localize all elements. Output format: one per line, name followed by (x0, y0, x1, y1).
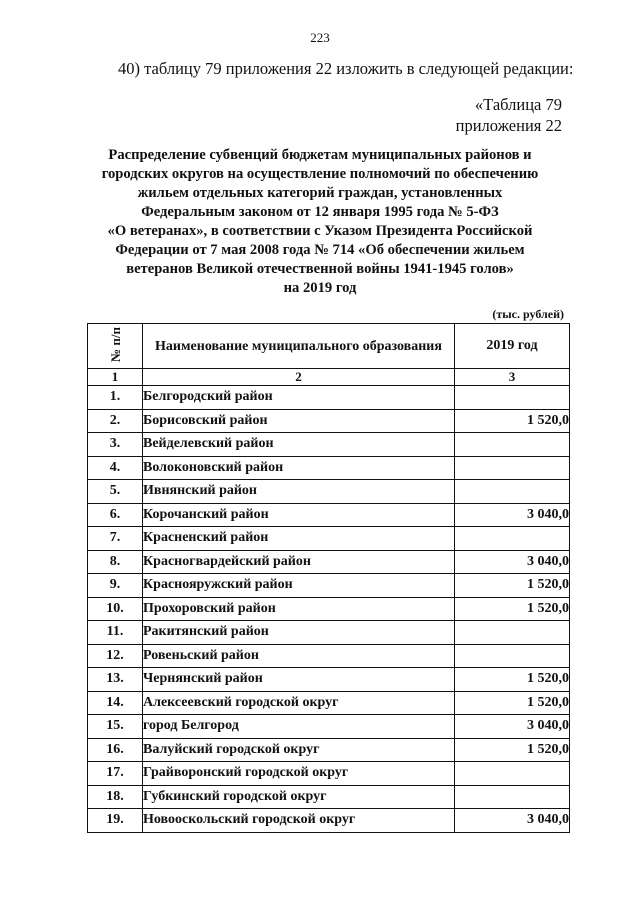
title-line: Распределение субвенций бюджетам муниципальных районов и (108, 147, 532, 163)
row-number: 10. (88, 597, 143, 621)
table-row (88, 715, 570, 739)
row-number: 14. (88, 691, 143, 715)
subsidy-amount: 3 040,0 (455, 503, 570, 527)
table-reference-line: «Таблица 79 (474, 95, 562, 114)
row-number: 3. (88, 433, 143, 457)
column-number: 2 (143, 369, 455, 386)
subsidy-amount: 1 520,0 (455, 691, 570, 715)
row-number: 16. (88, 738, 143, 762)
table-row (88, 456, 570, 480)
subsidy-amount: 3 040,0 (455, 809, 570, 833)
subsidy-amount: 3 040,0 (455, 715, 570, 739)
row-number: 8. (88, 550, 143, 574)
municipality-name: Грайворонский городской округ (143, 762, 455, 786)
municipality-name: Борисовский район (143, 409, 455, 433)
municipality-name: Чернянский район (143, 668, 455, 692)
row-number: 6. (88, 503, 143, 527)
municipality-name: Валуйский городской округ (143, 738, 455, 762)
subsidy-amount: 1 520,0 (455, 738, 570, 762)
subsidy-amount: 1 520,0 (455, 574, 570, 598)
row-number: 1. (88, 386, 143, 410)
title-line: ветеранов Великой отечественной войны 1941-1945 голов» (126, 261, 514, 277)
column-number: 3 (455, 369, 570, 386)
table-row (88, 644, 570, 668)
row-number: 4. (88, 456, 143, 480)
row-number: 12. (88, 644, 143, 668)
table-row (88, 480, 570, 504)
subsidy-amount: 1 520,0 (455, 668, 570, 692)
column-number: 1 (88, 369, 143, 386)
municipality-name: Алексеевский городской округ (143, 691, 455, 715)
header-name: Наименование муниципального образования (143, 324, 455, 369)
subsidy-amount (455, 762, 570, 786)
municipality-name: Корочанский район (143, 503, 455, 527)
page-number: 223 (310, 30, 330, 45)
row-number: 19. (88, 809, 143, 833)
table-row (88, 597, 570, 621)
intro-text: 40) таблицу 79 приложения 22 изложить в следующей редакции: (118, 59, 574, 78)
title-line: «О ветеранах», в соответствии с Указом Президента Российской (107, 223, 533, 239)
units-label: (тыс. рублей) (492, 307, 564, 321)
subsidy-amount: 1 520,0 (455, 597, 570, 621)
subsidy-amount (455, 456, 570, 480)
municipality-name: Красненский район (143, 527, 455, 551)
municipality-name: Ровеньский район (143, 644, 455, 668)
table-row (88, 503, 570, 527)
title-line: городских округов на осуществление полномочий по обеспечению (101, 166, 539, 182)
table-row (88, 550, 570, 574)
row-number: 5. (88, 480, 143, 504)
title-line: на 2019 год (283, 280, 357, 296)
table-row (88, 668, 570, 692)
header-year: 2019 год (455, 324, 570, 369)
municipality-name: город Белгород (143, 715, 455, 739)
row-number: 13. (88, 668, 143, 692)
subsidy-amount: 3 040,0 (455, 550, 570, 574)
table-reference-line: приложения 22 (455, 116, 562, 135)
subsidies-table (87, 323, 570, 833)
table-row (88, 621, 570, 645)
table-row (88, 409, 570, 433)
table-row (88, 691, 570, 715)
subsidy-amount (455, 644, 570, 668)
table-row (88, 738, 570, 762)
row-number: 18. (88, 785, 143, 809)
table-header-row (88, 324, 570, 369)
table-row (88, 785, 570, 809)
table-row (88, 809, 570, 833)
municipality-name: Волоконовский район (143, 456, 455, 480)
row-number: 11. (88, 621, 143, 645)
column-numbers-row (88, 369, 570, 386)
subsidy-amount (455, 433, 570, 457)
municipality-name: Краснояружский район (143, 574, 455, 598)
subsidy-amount (455, 621, 570, 645)
row-number: 7. (88, 527, 143, 551)
municipality-name: Ивнянский район (143, 480, 455, 504)
table-row (88, 762, 570, 786)
row-number: 17. (88, 762, 143, 786)
table-row (88, 386, 570, 410)
municipality-name: Прохоровский район (143, 597, 455, 621)
municipality-name: Ракитянский район (143, 621, 455, 645)
table-row (88, 574, 570, 598)
row-number: 9. (88, 574, 143, 598)
row-number: 15. (88, 715, 143, 739)
municipality-name: Губкинский городской округ (143, 785, 455, 809)
header-num: № п/п (88, 324, 143, 369)
subsidy-amount (455, 785, 570, 809)
title-line: Федерации от 7 мая 2008 года № 714 «Об обеспечении жильем (115, 242, 525, 258)
municipality-name: Вейделевский район (143, 433, 455, 457)
municipality-name: Новооскольский городской округ (143, 809, 455, 833)
title-line: жильем отдельных категорий граждан, установленных (137, 185, 503, 201)
table-reference (456, 94, 562, 136)
row-number: 2. (88, 409, 143, 433)
subsidy-amount: 1 520,0 (455, 409, 570, 433)
document-title (95, 146, 545, 298)
title-line: Федеральным законом от 12 января 1995 года № 5-ФЗ (141, 204, 499, 220)
table-row (88, 433, 570, 457)
subsidy-amount (455, 480, 570, 504)
subsidy-amount (455, 527, 570, 551)
table-row (88, 527, 570, 551)
municipality-name: Красногвардейский район (143, 550, 455, 574)
subsidy-amount (455, 386, 570, 410)
municipality-name: Белгородский район (143, 386, 455, 410)
